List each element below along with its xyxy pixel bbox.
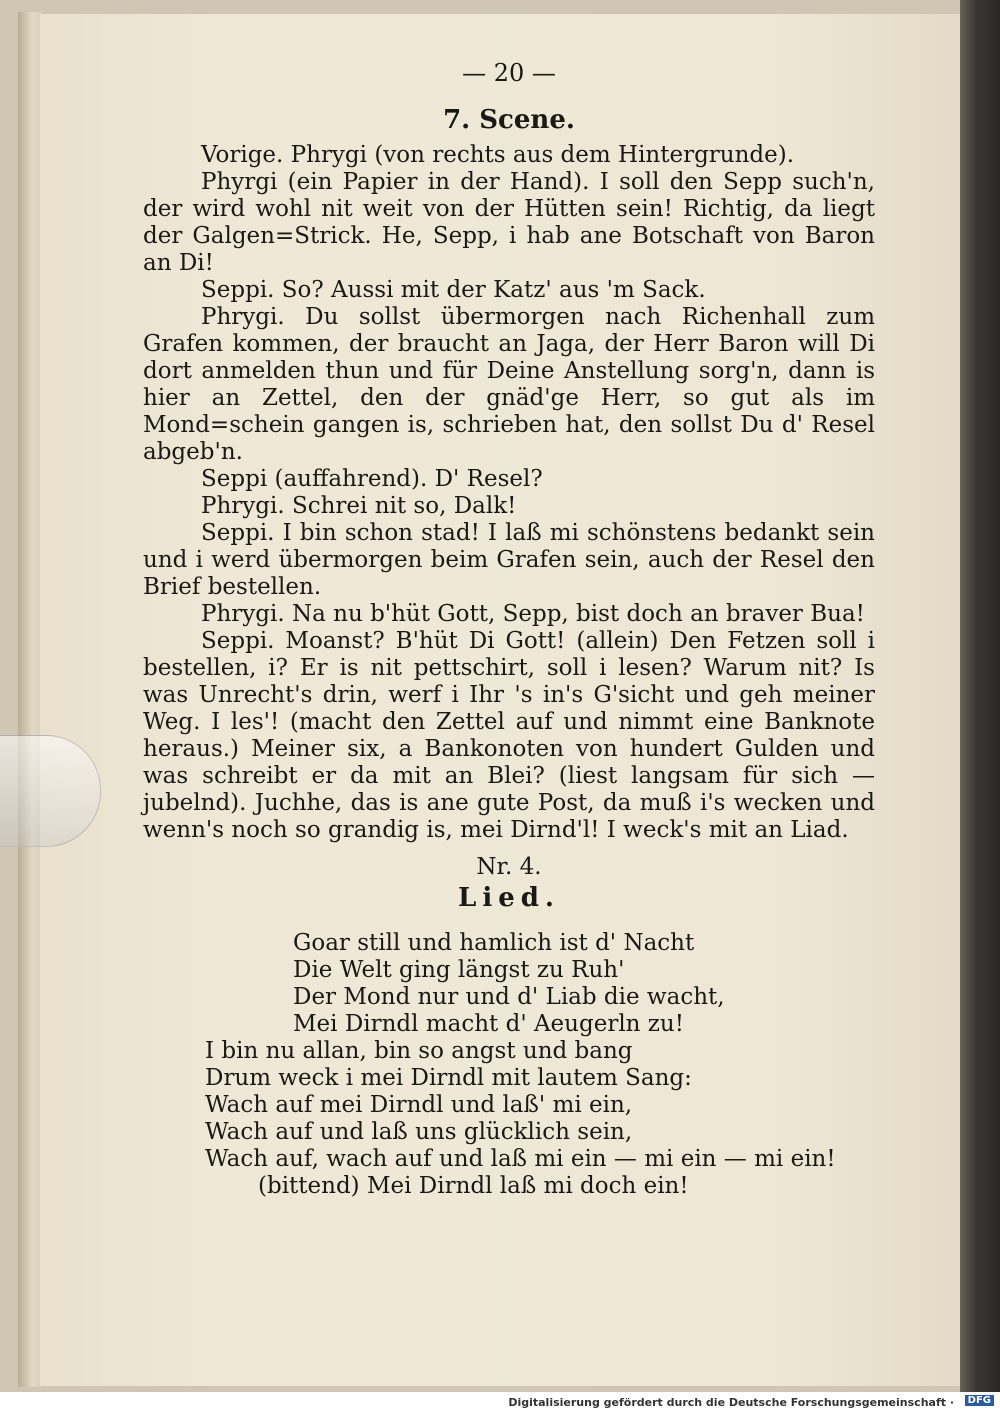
- page-text: [143, 60, 875, 1200]
- verse-line: Wach auf mei Dirndl und laß' mi ein,: [205, 1092, 633, 1118]
- verse-line: I bin nu allan, bin so angst und bang: [205, 1038, 633, 1064]
- verse-line: Goar still und hamlich ist d' Nacht: [293, 930, 695, 956]
- dfg-logo: DFG: [965, 1395, 994, 1406]
- verse-line: Mei Dirndl macht d' Aeugerln zu!: [293, 1011, 684, 1037]
- verse-line: Drum weck i mei Dirndl mit lautem Sang:: [205, 1065, 692, 1091]
- footer-bar: [0, 1392, 1000, 1413]
- song-title: Lied.: [458, 883, 560, 913]
- verse-line: Wach auf und laß uns glücklich sein,: [205, 1119, 633, 1145]
- paragraph: Vorige. Phrygi (von rechts aus dem Hintergrunde).: [201, 142, 795, 168]
- paragraph: Phrygi. Schrei nit so, Dalk!: [201, 493, 517, 519]
- page-edge: [18, 12, 42, 1387]
- verse-line: Der Mond nur und d' Liab die wacht,: [293, 984, 725, 1010]
- paragraph: Phyrgi (ein Papier in der Hand). I soll den Sepp such'n, der wird wohl nit weit von der Hütten sein! Richtig, da liegt der Galgen=Strick. He, Sepp, i hab ane Botschaft von Baron an Di!: [143, 169, 875, 276]
- verse-line: Wach auf, wach auf und laß mi ein — mi ein — mi ein!: [205, 1146, 836, 1172]
- paragraph: Phrygi. Du sollst übermorgen nach Richenhall zum Grafen kommen, der braucht an Jaga, der Herr Baron will Di dort anmelden thun und für Deine Anstellung sorg'n, dann is hier an Zettel, den der gnäd'ge Herr, so gut als im Mond=schein gangen is, schrieben hat, den sollst Du d' Resel abgeb'n.: [143, 304, 875, 465]
- book-spine: [960, 0, 1000, 1392]
- verse-line: Die Welt ging längst zu Ruh': [293, 957, 625, 983]
- footer-credit: Digitalisierung gefördert durch die Deutsche Forschungsgemeinschaft ·: [508, 1396, 954, 1409]
- paragraph: Phrygi. Na nu b'hüt Gott, Sepp, bist doch an braver Bua!: [201, 601, 865, 627]
- paragraph: Seppi. So? Aussi mit der Katz' aus 'm Sack.: [201, 277, 706, 303]
- scene-title: 7. Scene.: [443, 105, 575, 135]
- paragraph: Seppi. I bin schon stad! I laß mi schönstens bedankt sein und i werd übermorgen beim Grafen sein, auch der Resel den Brief bestellen.: [143, 520, 875, 600]
- page-number: — 20 —: [462, 59, 556, 87]
- verse-line: (bittend) Mei Dirndl laß mi doch ein!: [258, 1173, 689, 1199]
- paragraph: Seppi (auffahrend). D' Resel?: [201, 466, 543, 492]
- song-number: Nr. 4.: [476, 854, 542, 880]
- paragraph: Seppi. Moanst? B'hüt Di Gott! (allein) Den Fetzen soll i bestellen, i? Er is nit pettschirt, soll i lesen? Warum nit? Is was Unrecht's drin, werf i Ihr 's in's G'sicht und geh meiner Weg. I les'! (macht den Zettel auf und nimmt eine Banknote heraus.) Meiner six, a Bankonoten von hundert Gulden und was schreibt er da mit an Blei? (liest langsam für sich — jubelnd). Juchhe, das is ane gute Post, da muß i's wecken und wenn's noch so grandig is, mei Dirnd'l! I weck's mit an Liad.: [143, 628, 875, 843]
